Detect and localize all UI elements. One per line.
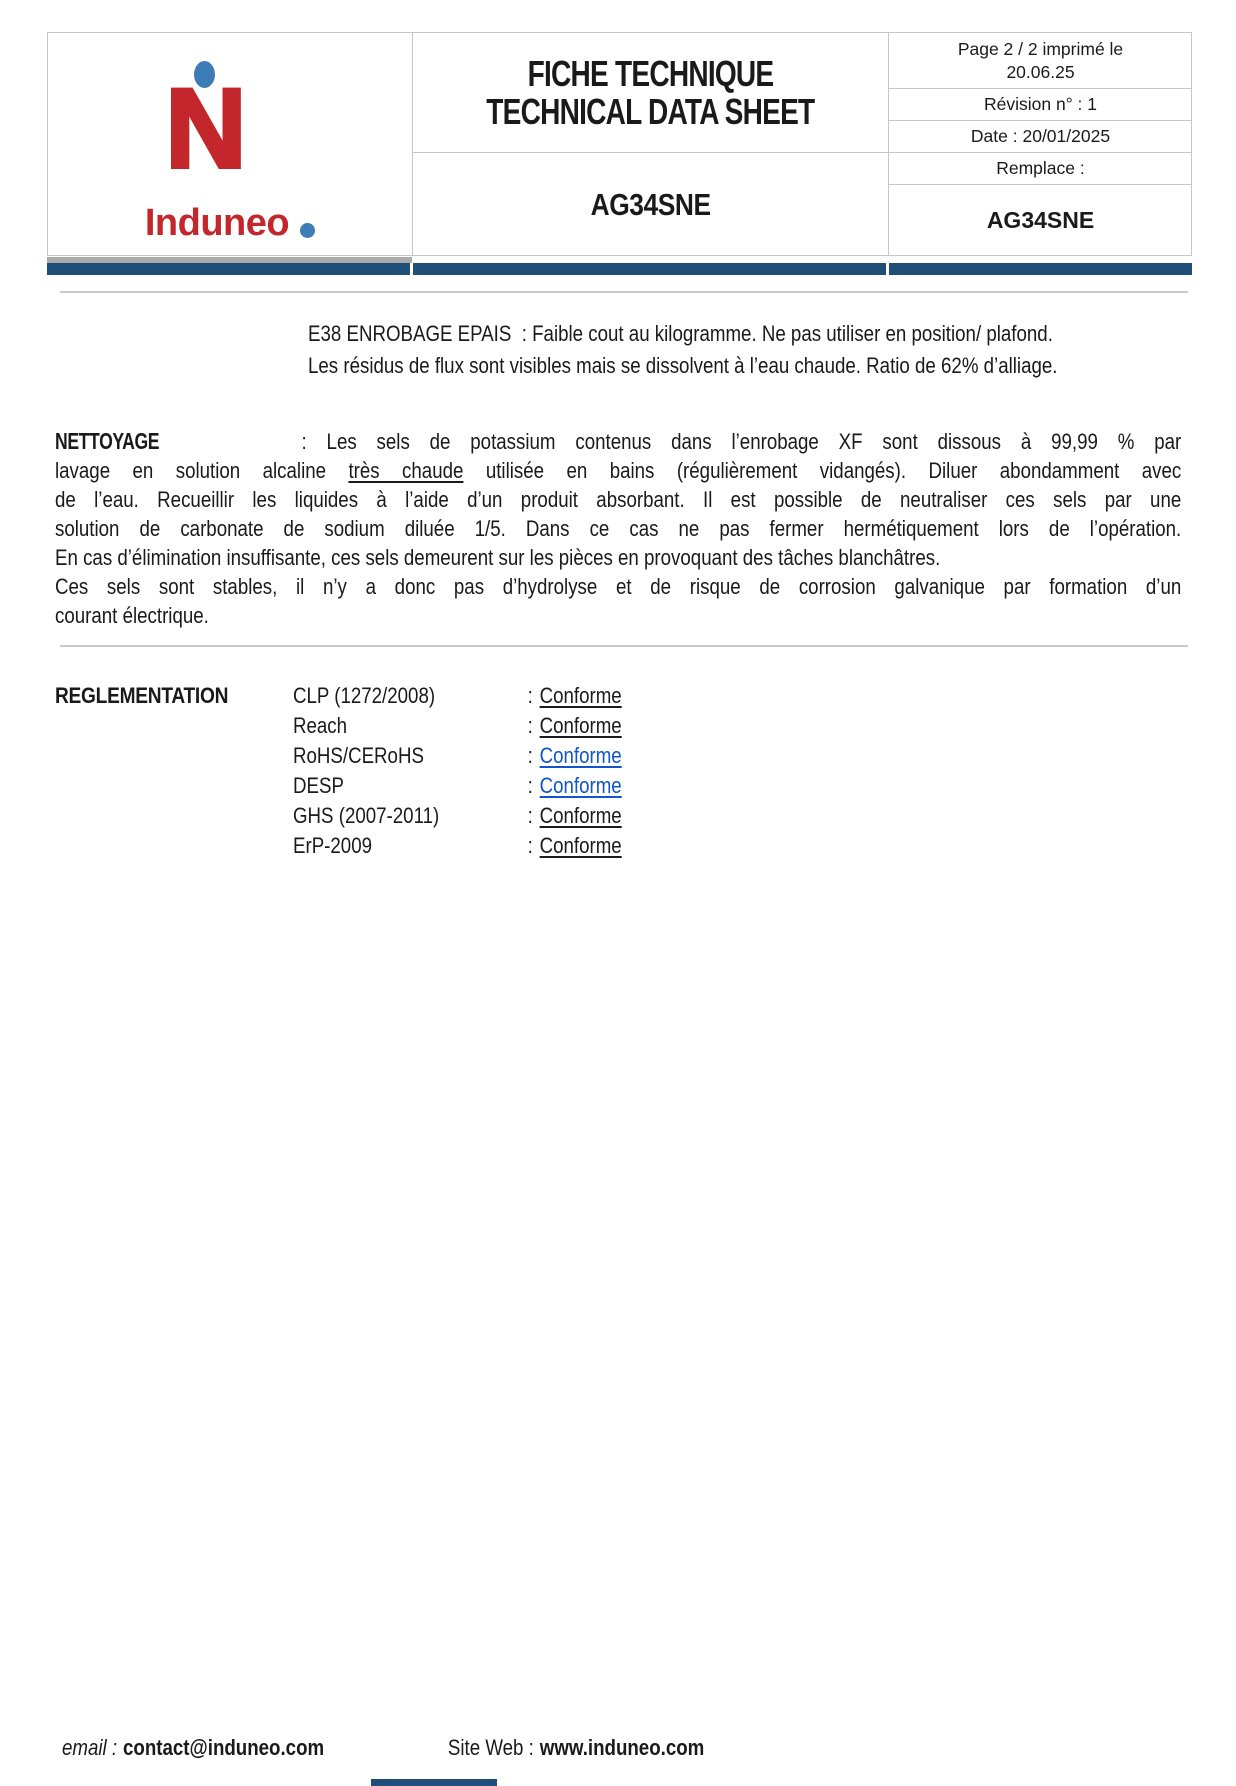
bar-gap	[886, 263, 889, 275]
horizontal-rule	[60, 645, 1188, 647]
page-info-cell	[888, 33, 1193, 88]
regulation-value	[528, 831, 1182, 861]
product-name-cell	[412, 152, 889, 257]
nettoyage-section	[55, 427, 1181, 630]
regulation-value	[528, 741, 1182, 771]
nettoyage-label: NETTOYAGE	[55, 428, 160, 454]
nettoyage-line: de l’eau. Recueillir les liquides à l’aide d’un produit absorbant. Il est possible de neutraliser ces sels par une	[55, 487, 1182, 512]
conforme-value: Conforme	[539, 803, 622, 828]
replaces-label: Remplace :	[996, 157, 1085, 178]
nettoyage-line	[55, 427, 1181, 456]
nettoyage-line: Ces sels sont stables, il n’y a donc pas d’hydrolyse et de risque de corrosion galvanique par formation d’un	[55, 574, 1182, 599]
colon: :	[527, 803, 533, 828]
colon: :	[527, 683, 533, 708]
page-info-line1: Page 2 / 2 imprimé le	[957, 38, 1124, 59]
regulation-name: DESP	[293, 773, 344, 798]
reglementation-section	[55, 681, 1181, 861]
induneo-logo	[48, 33, 412, 257]
regulation-name: CLP (1272/2008)	[293, 683, 436, 708]
nettoyage-line: solution de carbonate de sodium diluée 1/5. Dans ce cas ne pas fermer hermétiquement lors de l’opération.	[55, 516, 1182, 541]
replaces-product-cell	[888, 184, 1193, 257]
conforme-value: Conforme	[539, 833, 622, 858]
reglementation-label: REGLEMENTATION	[55, 683, 229, 708]
regulation-name: GHS (2007-2011)	[293, 803, 440, 828]
nettoyage-line: En cas d’élimination insuffisante, ces sels demeurent sur les pièces en provoquant des tâches blanchâtres.	[55, 545, 941, 570]
conforme-value: Conforme	[539, 683, 622, 708]
logo-letter: N	[165, 66, 247, 191]
header-table	[47, 32, 1192, 256]
nettoyage-line	[55, 456, 1181, 485]
footer	[62, 1735, 1082, 1761]
nettoyage-text: utilisée en bains (régulièrement vidangés). Diluer abondamment avec	[463, 458, 1182, 483]
regulation-value	[528, 801, 1182, 831]
regulation-name: ErP-2009	[293, 833, 373, 858]
nettoyage-text: lavage en solution alcaline	[55, 458, 349, 483]
logo-dot-icon	[300, 223, 315, 238]
colon: :	[527, 713, 533, 738]
email-label: email :	[62, 1735, 118, 1760]
conforme-link[interactable]: Conforme	[539, 743, 622, 768]
colon: :	[527, 743, 533, 768]
regulation-name: RoHS/CERoHS	[293, 743, 424, 768]
site-label: Site Web :	[447, 1735, 534, 1760]
footer-email	[62, 1735, 324, 1760]
intro-paragraph	[308, 318, 1184, 382]
regulation-value	[528, 771, 1182, 801]
title-english: TECHNICAL DATA SHEET	[486, 90, 815, 132]
regulation-value	[528, 711, 1182, 741]
conforme-link[interactable]: Conforme	[539, 773, 622, 798]
nettoyage-text: : Les sels de potassium contenus dans l’enrobage XF sont dissous à 99,99 % par	[301, 429, 1182, 454]
intro-line: E38 ENROBAGE EPAIS : Faible cout au kilogramme. Ne pas utiliser en position/ plafond.	[308, 321, 1053, 346]
logo-brand-text: Induneo	[144, 202, 290, 244]
conforme-value: Conforme	[539, 713, 622, 738]
regulation-name: Reach	[293, 713, 348, 738]
horizontal-rule	[60, 291, 1188, 293]
header-blue-bar	[47, 263, 1192, 275]
site-value: www.induneo.com	[539, 1735, 705, 1760]
replaces-cell	[888, 152, 1193, 184]
nettoyage-line: courant électrique.	[55, 603, 209, 628]
date-cell	[888, 120, 1193, 152]
bottom-blue-bar	[371, 1779, 497, 1786]
document-title	[412, 33, 889, 152]
nettoyage-underlined-text: très chaude	[348, 458, 464, 483]
colon: :	[527, 773, 533, 798]
product-name: AG34SNE	[590, 186, 711, 222]
revision-number: Révision n° : 1	[983, 93, 1098, 114]
colon: :	[527, 833, 533, 858]
date-value: Date : 20/01/2025	[970, 125, 1111, 146]
replaces-product-name: AG34SNE	[986, 207, 1095, 233]
email-value: contact@induneo.com	[123, 1735, 325, 1760]
bar-gap	[410, 263, 413, 275]
revision-cell	[888, 88, 1193, 120]
title-french: FICHE TECHNIQUE	[527, 52, 774, 94]
intro-line: Les résidus de flux sont visibles mais se dissolvent à l’eau chaude. Ratio de 62% d’alliage.	[308, 353, 1058, 378]
footer-website	[448, 1735, 704, 1761]
page-info-line2: 20.06.25	[1006, 61, 1075, 82]
regulation-value	[528, 681, 1182, 711]
